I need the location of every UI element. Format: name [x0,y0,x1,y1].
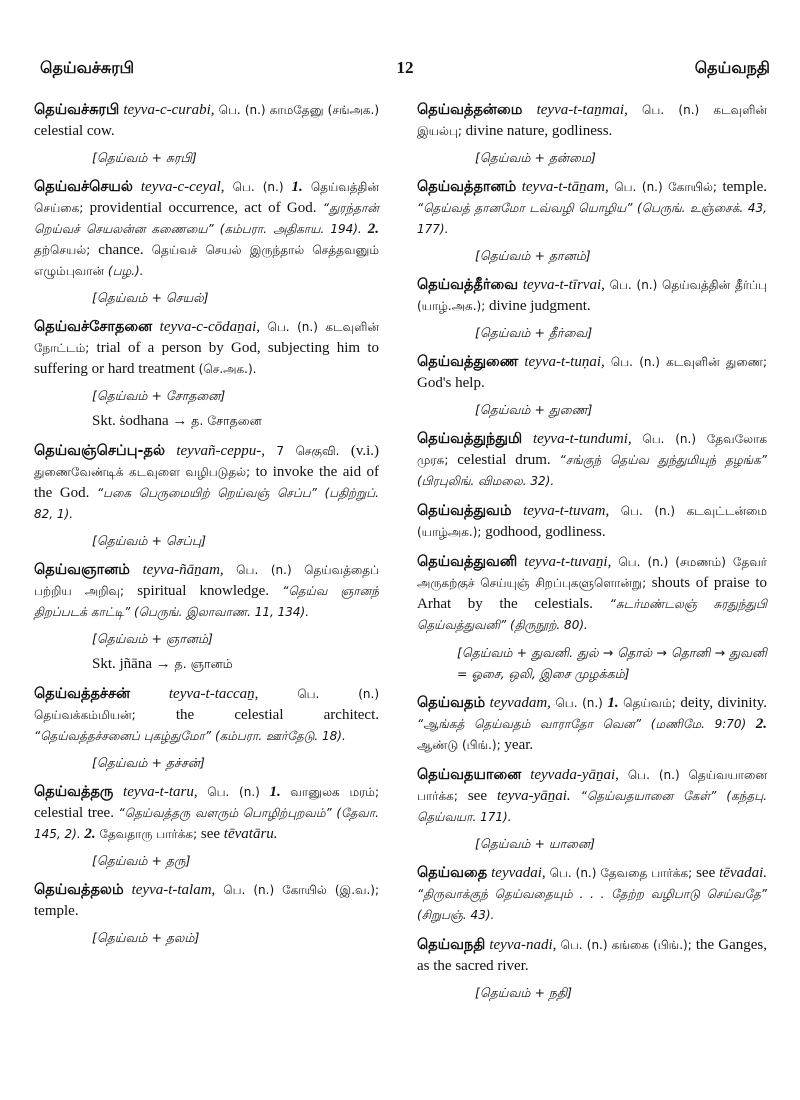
tamil-definition: தேவதாரு பார்க்க; [99,827,198,841]
part-of-speech: பெ. (n.) [297,687,380,701]
part-of-speech: பெ. (n.) [232,180,284,194]
dictionary-entry [34,100,379,168]
part-of-speech: பெ. (n.) [620,504,676,518]
sanskrit-word: Skt. ṡodhana [92,413,169,429]
part-of-speech: பெ. (n.) [236,563,292,577]
headword: தெய்வதை [417,865,488,881]
sense-number: 2. [84,826,96,842]
headword: தெய்வதயானை [417,767,522,783]
sense-number: 1. [269,784,281,800]
transliteration: teyvada-yāṉai, [530,767,619,783]
transliteration: teyva-nadi, [489,937,557,953]
english-definition: the celestial architect. [175,707,380,723]
tamil-definition: காமதேனு (சங்அக.) [269,103,380,117]
headword: தெய்வத்தீர்வை [417,277,519,293]
english-definition: spiritual knowledge. [137,583,270,599]
dictionary-entry [34,317,379,432]
tamil-definition: (சமணம்) தேவர் அருகற்குச் செய்யுஞ் சிறப்புகளுளொன்று; [417,555,768,590]
headword: தெய்வத்துவனி [417,554,518,570]
etymology: [தெய்வம் + தன்மை] [475,150,596,165]
headword: தெய்வத்தன்மை [417,102,523,118]
transliteration: teyva-ñāṉam, [142,562,224,578]
english-definition: trial of a person by God, subjecting him to suffering or hard treatment [34,340,380,377]
part-of-speech: பெ. (n.) [555,696,603,710]
tamil-definition: தெய்வத்தைப் பற்றிய அறிவு; [34,563,379,598]
dictionary-entry [417,177,767,266]
english-definition: God's help. [417,375,485,391]
etymology: [தெய்வம் + தரு] [92,853,191,868]
etymology: [தெய்வம் + செயல்] [92,290,209,305]
header-left-guideword: தெய்வச்சுரபி [40,58,135,77]
transliteration: teyva-t-tuvam, [523,503,610,519]
citation: “சங்குந் தெய்வ துந்துமியுந் தழங்க” (பிரபுலிங். விமலை. 32). [417,453,768,488]
tamil-definition: தெய்வம்; [623,696,676,710]
transliteration: teyva-t-tuvaṉi, [524,554,612,570]
transliteration: teyvadam, [489,695,551,711]
tamil-definition: தெய்வத்தின் செய்கை; [34,180,380,215]
citation: “தெய்வதயானை கேள்” (கந்தபு. தெய்வயா. 171). [417,789,768,824]
english-definition: deity, divinity. [680,695,768,711]
page-number: 12 [396,58,414,77]
etymology: [தெய்வம் + துணை] [475,402,593,417]
headword: தெய்வச்செயல் [34,179,133,195]
english-definition: godhood, godliness. [485,524,606,540]
citation: “தெய்வ ஞானந் திறப்படக் காட்டி” (பெருங். இலாவாண. 11, 134). [34,584,380,619]
part-of-speech: பெ. (n.) [627,768,680,782]
headword: தெய்வத்தலம் [34,882,124,898]
tamil-definition: கடவுளின் இயல்பு; [417,103,768,138]
part-of-speech: பெ. (n.) [614,180,663,194]
see-label: see [696,865,716,881]
headword: தெய்வத்தச்சன் [34,686,131,702]
etymology: [தெய்வம் + தச்சன்] [92,755,205,770]
cross-reference: teyva-yāṉai. [496,788,571,804]
transliteration: teyva-c-curabi, [123,102,215,118]
tamil-definition: தேவலோக முரசு; [417,432,767,467]
tamil-definition: கோயில்; [668,180,717,194]
etymology: [தெய்வம் + தீர்வை] [475,325,593,340]
headword: தெய்வச்சோதனை [34,319,153,335]
transliteration: teyva-t-talam, [131,882,216,898]
part-of-speech: பெ. (n.) [618,555,669,569]
arrow-icon: → [155,656,171,672]
see-label: see [200,826,221,842]
dictionary-entry [417,693,767,756]
page-header [40,58,770,88]
english-definition: to invoke the aid of the God. [34,464,380,501]
arrow-icon: → [172,413,188,429]
english-definition: celestial tree. [34,805,114,821]
etymology: [தெய்வம் + நதி] [475,985,573,1000]
sense-number: 2. [755,716,768,732]
tamil-definition: தேவதை பார்க்க; [600,866,693,880]
transliteration: teyva-c-cōdaṉai, [159,319,261,335]
dictionary-entry [417,501,767,543]
part-of-speech: பெ. (n.) [223,883,275,897]
english-definition: year. [504,737,534,753]
citation: “தெய்வத்தச்சனைப் புகழ்துமோ” (கம்பரா. ஊர்தேடு. 18). [34,729,346,743]
english-definition: celestial drum. [457,452,551,468]
headword: தெய்வத்துந்துமி [417,431,523,447]
verb-class: (v.i.) [350,443,380,459]
etymology: [தெய்வம் + செப்பு] [92,533,207,548]
citation: “சுடர்மண்டலஞ் சுரதுந்துபி தெய்வத்துவனி” (திருநூற். 80). [417,597,767,632]
english-definition: temple. [34,903,79,919]
etymology: [தெய்வம் + தானம்] [475,248,591,263]
tamil-definition: ஆண்டு (பிங்.); [417,738,501,752]
headword: தெய்வநதி [417,937,486,953]
english-definition: divine nature, godliness. [465,123,613,139]
right-column [417,100,767,1012]
part-of-speech: பெ. (n.) [267,320,318,334]
tamil-definition: தற்செயல்; [34,243,91,257]
tamil-definition: தெய்வக்கம்மியன்; [34,708,136,722]
etymology: [தெய்வம் + சோதனை] [92,388,226,403]
tamil-equivalent: த. சோதனை [191,413,262,428]
dictionary-entry [34,560,379,675]
dictionary-entry [417,100,767,168]
cross-reference: tēvadai. [719,865,768,881]
dictionary-entry [417,429,767,492]
headword: தெய்வஞானம் [34,562,130,578]
etymology: [தெய்வம் + யானை] [475,836,595,851]
tamil-definition: கடவுளின் நோட்டம்; [34,320,380,355]
part-of-speech: பெ. (n.) [609,278,658,292]
tamil-definition: கடவுளின் துணை; [666,355,768,369]
etymology: [தெய்வம் + சுரபி] [92,150,197,165]
part-of-speech: 7 செகுவி. [276,444,340,458]
transliteration: teyvadai, [491,865,546,881]
etymology: [தெய்வம் + தலம்] [92,930,200,945]
tamil-definition: தெய்வத்தின் தீர்ப்பு (யாழ்.அக.); [417,278,767,313]
dictionary-entry [417,863,767,926]
english-definition: temple. [722,179,768,195]
see-label: see [467,788,487,804]
sanskrit-word: Skt. jñāna [92,656,152,672]
tamil-definition: தெய்வயானை பார்க்க; [417,768,768,803]
citation: “பகை பெருமையிற் றெய்வஞ் செப்ப” (பதிற்றுப். 82, 1). [34,486,379,521]
headword: தெய்வஞ்செப்பு-தல் [34,443,166,459]
headword: தெய்வதம் [417,695,486,711]
headword: தெய்வத்தானம் [417,179,517,195]
dictionary-entry [34,880,379,948]
headword: தெய்வச்சுரபி [34,102,120,118]
tamil-definition: வானுலக மரம்; [290,785,379,799]
english-definition: divine judgment. [489,298,591,314]
dictionary-entry [417,935,767,1003]
dictionary-entry [417,765,767,854]
dictionary-entry [417,552,767,684]
left-column [34,100,379,957]
tamil-definition: கங்கை (பிங்.); [611,938,692,952]
citation: “துரந்தான் றெய்வச் செயலன்ன கணையை” (கம்பரா. அதிகாய. 194). [34,201,380,236]
english-definition: celestial cow. [34,123,115,139]
citation: “ஆங்கத் தெய்வதம் வாராதோ வென” (மணிமே. 9:70) [417,717,747,731]
tamil-equivalent: த. ஞானம் [174,656,233,671]
citation: “தெய்வத்தரு வளரும் பொழிற்புறவம்” (தேவா. 145, 2). [34,806,380,841]
dictionary-entry [34,684,379,773]
transliteration: teyva-t-tundumi, [532,431,632,447]
english-definition: shouts of praise to Arhat by the celestials. [417,575,767,612]
cross-reference: tēvatāru. [223,826,278,842]
etymology: [தெய்வம் + ஞானம்] [92,631,213,646]
part-of-speech: பெ. (n.) [560,938,608,952]
part-of-speech: பெ. (n.) [207,785,260,799]
transliteration: teyva-t-taccaṉ, [168,686,259,702]
transliteration: teyva-t-tīrvai, [522,277,605,293]
sanskrit-note [92,410,379,432]
dictionary-entry [34,782,379,871]
dictionary-entry [34,177,379,308]
part-of-speech: பெ. (n.) [218,103,266,117]
english-definition: chance. [98,242,144,258]
headword: தெய்வத்தரு [34,784,114,800]
tamil-definition: துணைவேண்டிக் கடவுளை வழிபடுதல்; [34,465,251,479]
part-of-speech: பெ. (n.) [549,866,597,880]
transliteration: teyva-t-tāṉam, [521,179,609,195]
dictionary-entry [34,441,379,551]
tamil-definition: கடவுட்டன்மை (யாழ்அக.); [417,504,768,539]
dictionary-entry [417,352,767,420]
citation: “தெய்வத் தானமோ டவ்வழி யொழிய” (பெருங். உஞ்சைக். 43, 177). [417,201,767,236]
headword: தெய்வத்துணை [417,354,519,370]
transliteration: teyva-t-taṉmai, [536,102,628,118]
english-definition: the Ganges, as the sacred river. [417,937,768,974]
sanskrit-note [92,653,379,675]
citation: “திருவாக்குந் தெய்வதையும் . . . தேற்ற வழிபாடு செய்வதே” (சிறுபஞ். 43). [417,887,767,922]
citation: தெய்வச் செயல் இருந்தால் செத்தவனும் எழும்புவான் [34,243,380,278]
part-of-speech: பெ. (n.) [642,432,697,446]
header-right-guideword: தெய்வநதி [694,58,770,77]
tamil-definition: கோயில் (இ.வ.); [282,883,380,897]
transliteration: teyva-t-tuṇai, [524,354,605,370]
english-definition: providential occurrence, act of God. [89,200,317,216]
etymology: [தெய்வம் + துவனி. துல் → தொல் → தொனி → துவனி = ஓசை, ஒலி, இசை முழக்கம்] [457,645,767,681]
part-of-speech: பெ. (n.) [642,103,700,117]
source-abbrev: (செ.அக.). [198,362,257,376]
sense-number: 2. [367,221,379,237]
transliteration: teyva-c-ceyal, [140,179,225,195]
dictionary-entry [417,275,767,343]
sense-number: 1. [291,179,303,195]
sense-number: 1. [607,695,619,711]
part-of-speech: பெ. (n.) [610,355,660,369]
citation-source: (பழ.). [107,264,144,278]
transliteration: teyva-t-taru, [123,784,198,800]
transliteration: teyvañ-ceppu-, [176,443,266,459]
headword: தெய்வத்துவம் [417,503,512,519]
